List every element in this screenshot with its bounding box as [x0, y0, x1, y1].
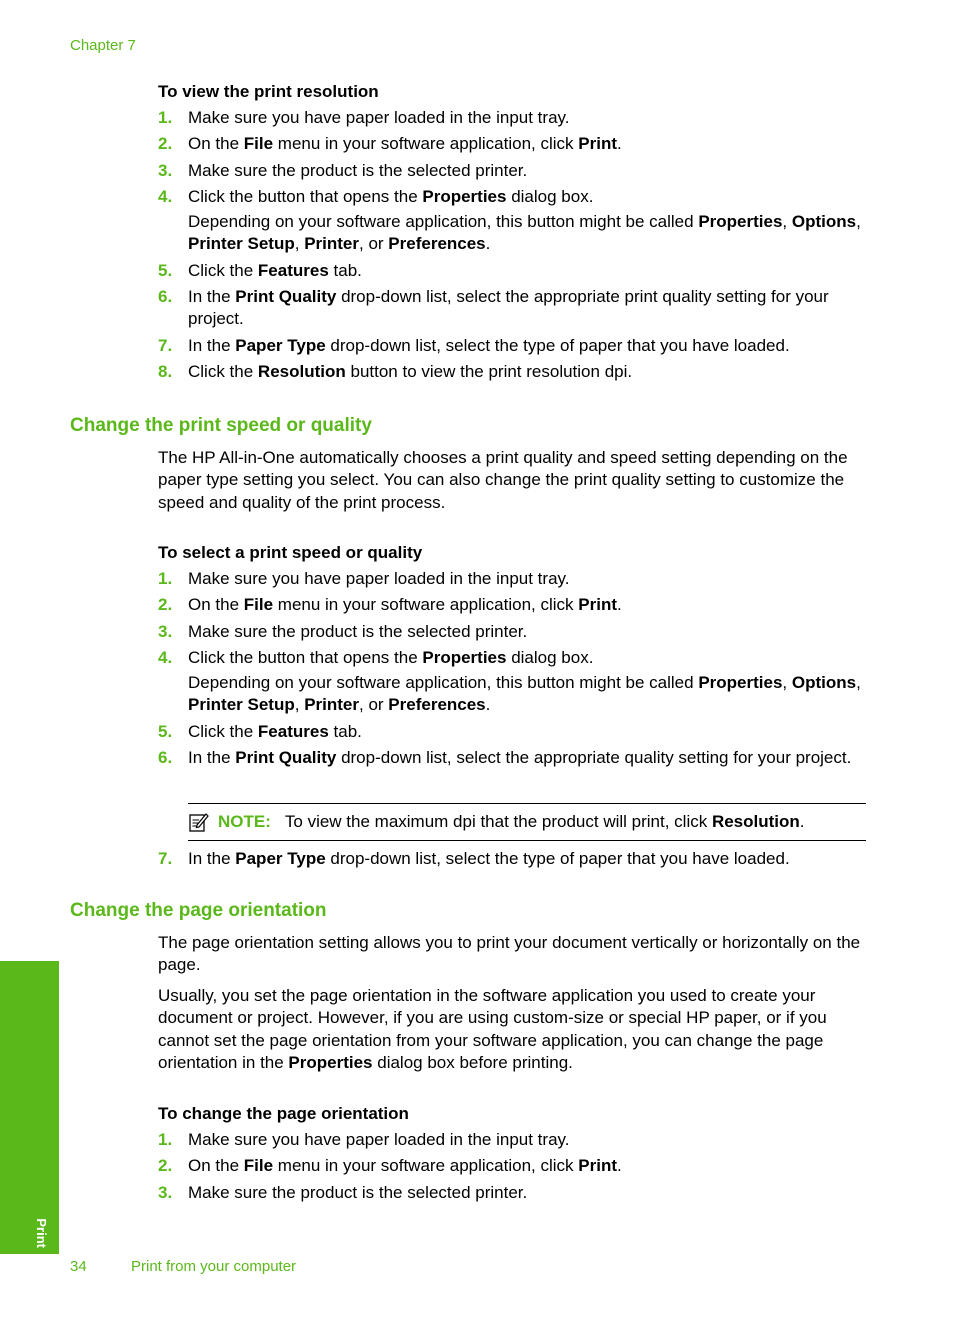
step-text: Make sure you have paper loaded in the input tray.: [188, 108, 570, 127]
step-text: Make sure you have paper loaded in the input tray.: [188, 569, 570, 588]
steps-speed-quality: [158, 568, 870, 774]
step-text: In the Print Quality drop-down list, select the appropriate quality setting for your project.: [188, 748, 852, 768]
list-item: [158, 133, 870, 155]
bold-term: Preferences: [388, 695, 486, 715]
bold-term: Features: [257, 721, 329, 741]
side-tab: [0, 961, 59, 1254]
step-number: 3.: [158, 160, 173, 180]
chapter-label: Chapter 7: [70, 37, 136, 54]
step-text: On the File menu in your software application, click Print.: [188, 595, 622, 615]
step-number: 5.: [158, 260, 173, 280]
list-item: [158, 848, 870, 870]
section-title-page-orientation: Change the page orientation: [70, 900, 327, 921]
steps-view-resolution: [158, 107, 870, 388]
list-item: [158, 594, 870, 616]
step-text: Make sure the product is the selected printer.: [188, 621, 528, 641]
step-number: 1.: [158, 108, 173, 127]
step-text: Click the Features tab.: [188, 260, 362, 280]
footer-title: Print from your computer: [131, 1258, 297, 1275]
note-label: NOTE:: [218, 812, 271, 831]
step-number: 3.: [158, 621, 173, 641]
bold-term: Print: [578, 134, 617, 154]
step-text: In the Paper Type drop-down list, select the type of paper that you have loaded.: [188, 335, 790, 355]
bold-term: File: [243, 595, 274, 615]
bold-term: Print Quality: [235, 748, 337, 768]
bold-term: Paper Type: [235, 335, 326, 355]
bold-term: Resolution: [711, 812, 800, 831]
list-item: [158, 621, 870, 643]
bold-term: Properties: [288, 1052, 373, 1072]
bold-term: Options: [791, 672, 857, 692]
orientation-para-2: Usually, you set the page orientation in the software application you used to create your document or project. However, if you are using custom-size or special HP paper, or if you cannot set the page orientation from your software application, you can change the page orientation in the Properties dialog box before printing.: [158, 986, 827, 1072]
bold-term: Properties: [422, 187, 507, 207]
orientation-para-1: The page orientation setting allows you to print your document vertically or horizontally on the page.: [158, 933, 861, 975]
list-item: [158, 107, 870, 129]
list-item: [158, 1155, 870, 1177]
bold-term: Printer Setup: [188, 234, 295, 254]
step-number: 2.: [158, 134, 173, 154]
bold-term: Paper Type: [235, 849, 326, 868]
bold-term: Properties: [698, 672, 783, 692]
bold-term: Preferences: [388, 234, 486, 254]
step-text: Make sure you have paper loaded in the input tray.: [188, 1130, 570, 1149]
section-title-speed-quality: Change the print speed or quality: [70, 415, 372, 436]
list-item: [158, 1129, 870, 1151]
step-number: 5.: [158, 721, 173, 741]
step-text: Make sure the product is the selected printer.: [188, 160, 528, 180]
list-item: [158, 286, 870, 331]
bold-term: Features: [257, 260, 329, 280]
bold-term: Print Quality: [235, 287, 337, 307]
procedure-heading-view-resolution: To view the print resolution: [158, 82, 379, 101]
step-number: 7.: [158, 849, 173, 868]
bold-term: Options: [791, 211, 857, 231]
side-tab-label: Print: [34, 1218, 49, 1248]
step-text: In the Print Quality drop-down list, select the appropriate print quality setting for your project.: [188, 287, 829, 329]
bold-term: Print: [578, 595, 617, 615]
procedure-heading-speed-quality: To select a print speed or quality: [158, 543, 423, 562]
bold-term: Printer: [304, 234, 359, 254]
step-text: Click the button that opens the Properties dialog box.: [188, 648, 594, 668]
list-item: [158, 260, 870, 282]
step-text: Click the Features tab.: [188, 721, 362, 741]
list-item: [158, 160, 870, 182]
bold-term: File: [243, 134, 274, 154]
step-text: In the Paper Type drop-down list, select the type of paper that you have loaded.: [188, 849, 790, 868]
list-item: [158, 361, 870, 383]
bold-term: File: [243, 1156, 274, 1176]
list-item: [158, 747, 870, 769]
bold-term: Properties: [422, 648, 507, 668]
steps-speed-quality-continued: [158, 848, 870, 874]
step-number: 2.: [158, 1156, 173, 1176]
step-text: Make sure the product is the selected printer.: [188, 1182, 528, 1202]
procedure-heading-orientation: To change the page orientation: [158, 1104, 409, 1123]
bold-term: Properties: [698, 211, 783, 231]
step-number: 7.: [158, 335, 173, 355]
step-text: On the File menu in your software application, click Print.: [188, 1156, 622, 1176]
speed-quality-intro: The HP All-in-One automatically chooses a print quality and speed setting depending on the paper type setting you select. You can also change the print quality setting to customize the speed and quality of the print process.: [158, 448, 848, 512]
step-number: 6.: [158, 287, 173, 307]
step-detail: Depending on your software application, this button might be called Properties, Options, Printer Setup, Printer, or Preferences.: [188, 211, 861, 254]
list-item: [158, 1182, 870, 1204]
bold-term: Printer Setup: [188, 695, 295, 715]
step-number: 8.: [158, 362, 173, 382]
step-number: 4.: [158, 648, 173, 668]
list-item: [158, 721, 870, 743]
note-box: [188, 803, 866, 841]
step-text: Click the button that opens the Properties dialog box.: [188, 187, 594, 207]
step-number: 3.: [158, 1182, 173, 1202]
bold-term: Resolution: [257, 362, 346, 382]
list-item: [158, 647, 870, 716]
list-item: [158, 186, 870, 255]
step-number: 6.: [158, 748, 173, 768]
page-number: 34: [70, 1258, 87, 1275]
list-item: [158, 568, 870, 590]
bold-term: Print: [578, 1156, 617, 1176]
note-icon: [188, 811, 210, 833]
bold-term: Printer: [304, 695, 359, 715]
steps-orientation: [158, 1129, 870, 1208]
note-text: To view the maximum dpi that the product will print, click Resolution.: [284, 812, 805, 831]
step-number: 1.: [158, 569, 173, 588]
list-item: [158, 335, 870, 357]
step-text: Click the Resolution button to view the print resolution dpi.: [188, 362, 633, 382]
step-text: On the File menu in your software application, click Print.: [188, 134, 622, 154]
step-number: 1.: [158, 1130, 173, 1149]
step-number: 2.: [158, 595, 173, 615]
step-detail: Depending on your software application, this button might be called Properties, Options, Printer Setup, Printer, or Preferences.: [188, 672, 861, 715]
step-number: 4.: [158, 187, 173, 207]
